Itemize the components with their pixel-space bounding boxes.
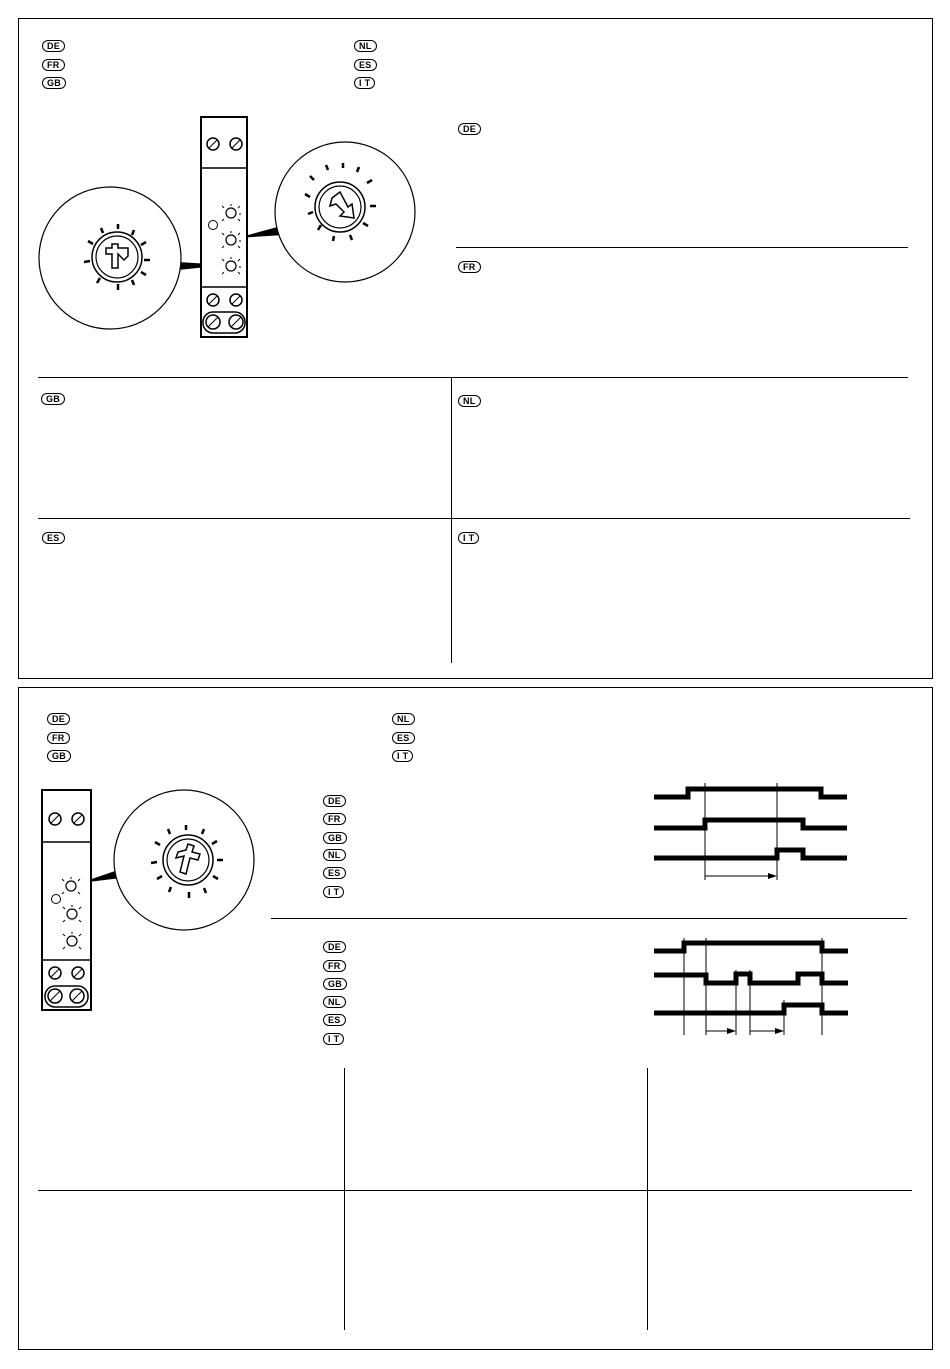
lang-badge-nl: NL bbox=[458, 395, 481, 407]
lang-badge-fr: FR bbox=[323, 813, 346, 825]
lang-badge-gb: GB bbox=[323, 832, 347, 844]
lang-badge-de: DE bbox=[458, 123, 481, 135]
lang-badge-it: I T bbox=[354, 77, 375, 89]
section-divider bbox=[38, 1190, 912, 1191]
column-divider bbox=[344, 1068, 345, 1330]
lang-badge-it: I T bbox=[392, 750, 413, 762]
lang-badge-nl: NL bbox=[354, 40, 377, 52]
lang-badge-fr: FR bbox=[323, 960, 346, 972]
lang-badge-it: I T bbox=[323, 1033, 344, 1045]
lang-badge-it: I T bbox=[458, 532, 479, 544]
lang-badge-gb: GB bbox=[42, 77, 66, 89]
lang-badge-fr: FR bbox=[42, 59, 65, 71]
lang-badge-es: ES bbox=[42, 532, 65, 544]
lang-badge-de: DE bbox=[47, 713, 70, 725]
column-divider bbox=[647, 1068, 648, 1330]
lang-badge-nl: NL bbox=[392, 713, 415, 725]
lang-badge-de: DE bbox=[323, 941, 346, 953]
lang-badge-es: ES bbox=[323, 867, 346, 879]
lang-badge-es: ES bbox=[392, 732, 415, 744]
lang-badge-de: DE bbox=[323, 795, 346, 807]
lang-badge-nl: NL bbox=[323, 849, 346, 861]
lang-badge-es: ES bbox=[354, 59, 377, 71]
lang-badge-it: I T bbox=[323, 886, 344, 898]
lang-badge-fr: FR bbox=[458, 261, 481, 273]
lang-badge-gb: GB bbox=[47, 750, 71, 762]
lang-badge-es: ES bbox=[323, 1014, 346, 1026]
lang-badge-gb: GB bbox=[41, 393, 65, 405]
lang-badge-fr: FR bbox=[47, 732, 70, 744]
lang-badge-gb: GB bbox=[323, 978, 347, 990]
lang-badge-nl: NL bbox=[323, 996, 346, 1008]
lang-badge-de: DE bbox=[42, 40, 65, 52]
